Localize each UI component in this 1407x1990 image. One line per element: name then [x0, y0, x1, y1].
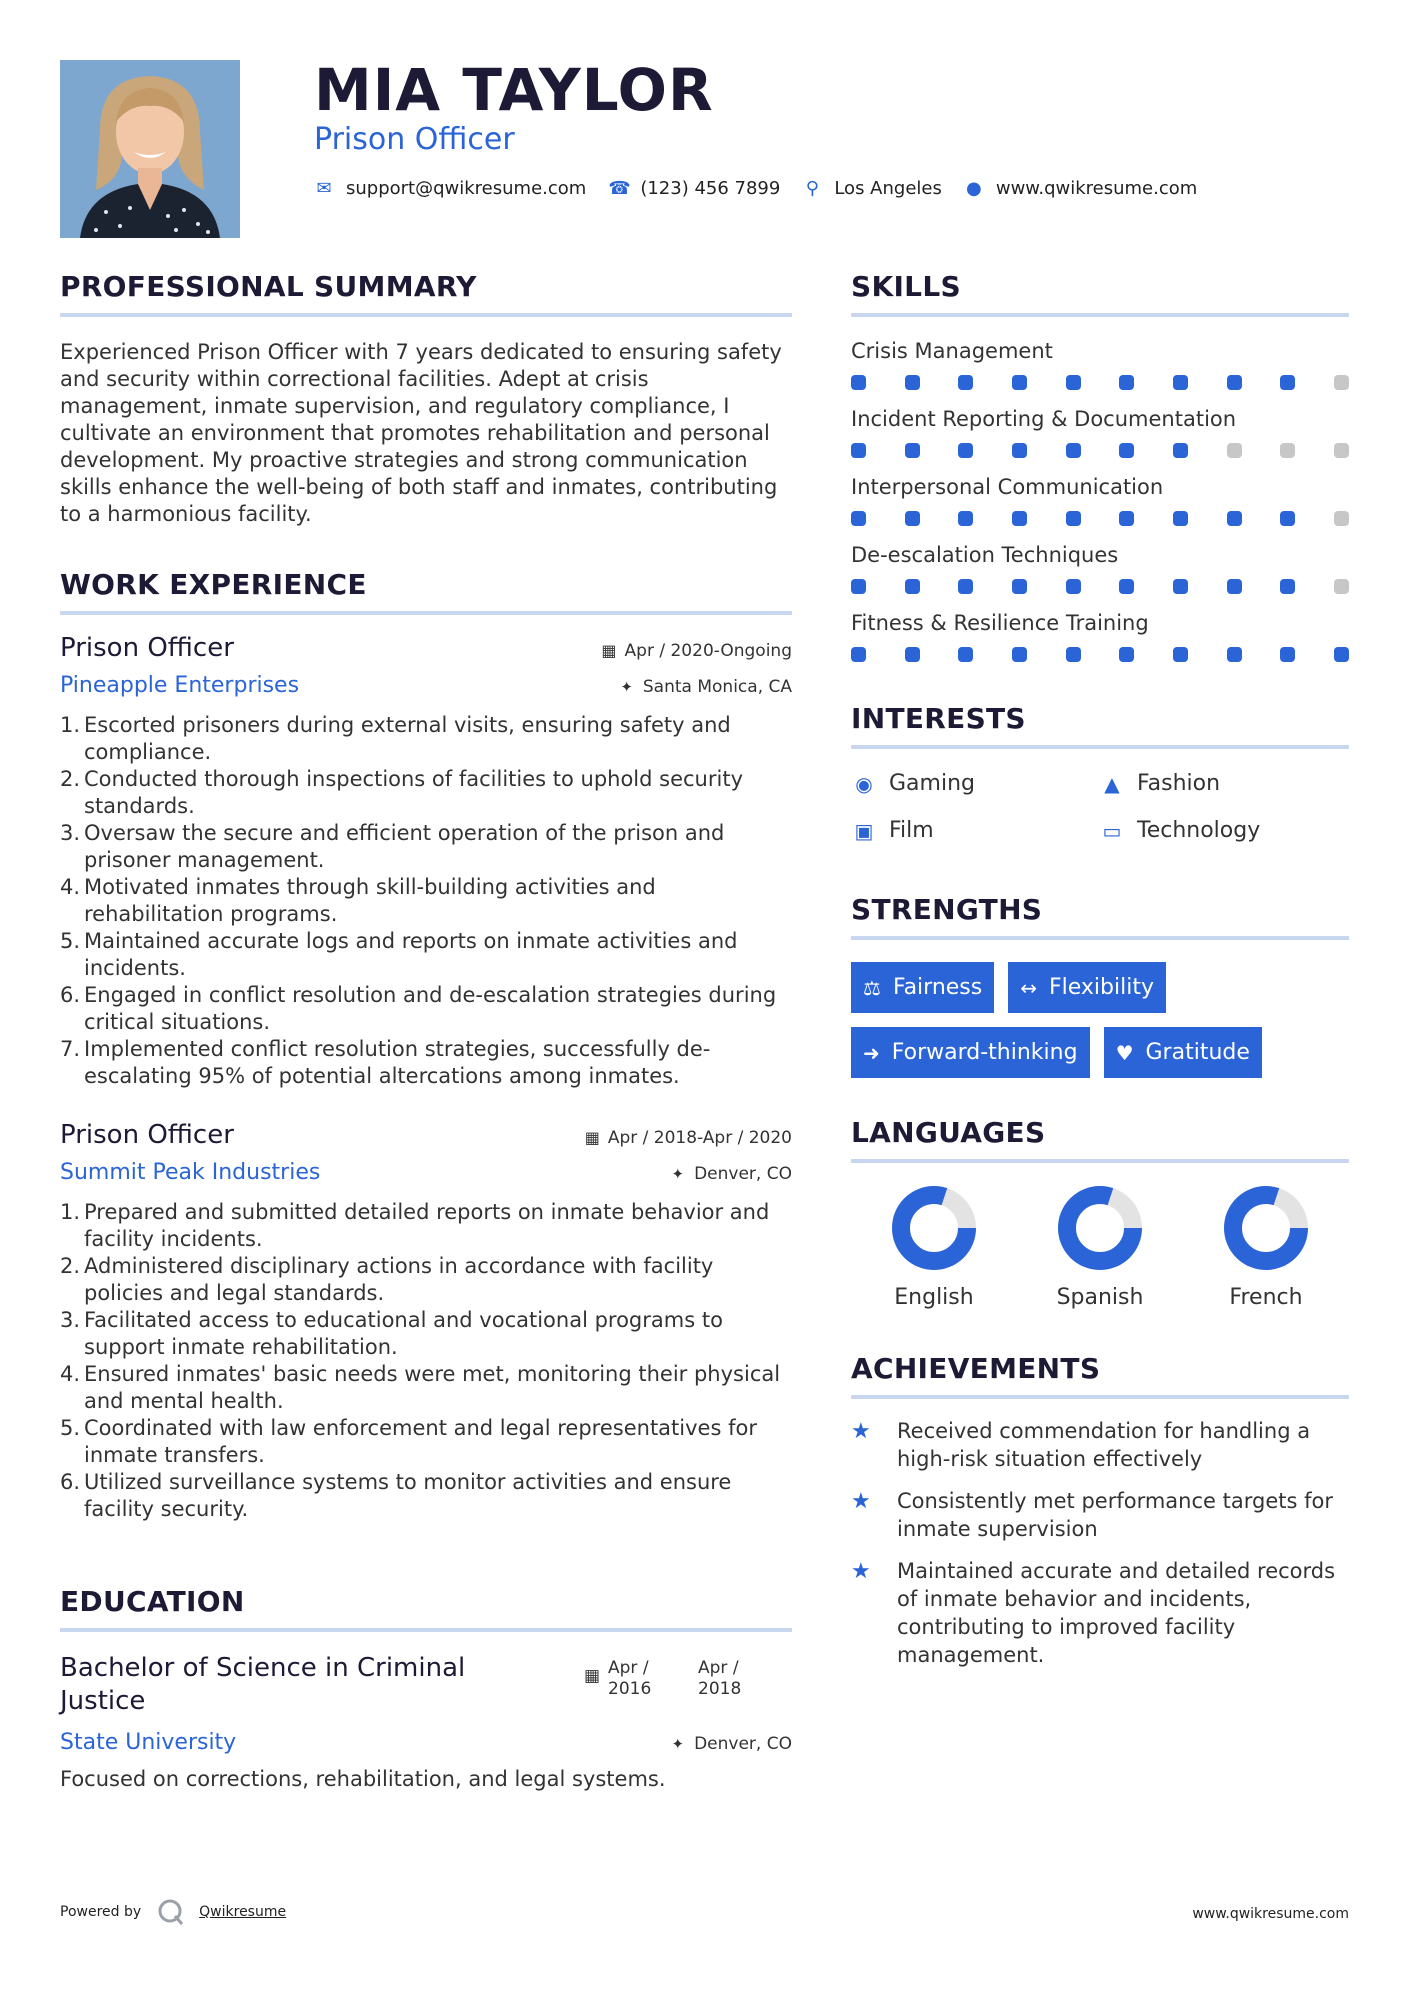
- rating-dot-filled: [1066, 647, 1081, 662]
- education-section: [60, 1585, 792, 1791]
- language-name: Spanish: [1056, 1285, 1144, 1310]
- job-bullet: [60, 820, 792, 874]
- languages-section: [851, 1116, 1349, 1310]
- skill-item: [851, 475, 1349, 526]
- skill-rating: [851, 511, 1349, 526]
- skills-heading: SKILLS: [851, 270, 1349, 317]
- interests-heading: INTERESTS: [851, 702, 1349, 749]
- star-icon: ★: [851, 1489, 871, 1514]
- interest-item: [851, 771, 1099, 796]
- skill-item: [851, 611, 1349, 662]
- job-bullet: [60, 928, 792, 982]
- contact-bar: [314, 178, 1219, 199]
- bullet-number: 4 .: [60, 1361, 78, 1415]
- interest-label: Film: [889, 818, 934, 843]
- rating-dot-filled: [958, 443, 973, 458]
- rating-dot-empty: [1334, 511, 1349, 526]
- rating-dot-filled: [1066, 579, 1081, 594]
- skill-name: Interpersonal Communication: [851, 475, 1164, 499]
- rating-dot-filled: [1173, 511, 1188, 526]
- languages-list: [851, 1185, 1349, 1310]
- contact-website-text: www.qwikresume.com: [995, 178, 1198, 199]
- bullet-text: Escorted prisoners during external visits, ensuring safety and compliance.: [84, 713, 731, 764]
- rating-dot-filled: [1227, 647, 1242, 662]
- strength-tag: [851, 1027, 1090, 1078]
- film-icon: ▣: [854, 818, 874, 843]
- rating-dot-filled: [1280, 647, 1295, 662]
- interest-label: Technology: [1137, 818, 1261, 843]
- bullet-text: Facilitated access to educational and vocational programs to support inmate rehabilitation.: [84, 1308, 723, 1359]
- interest-label: Fashion: [1137, 771, 1221, 796]
- footer-powered-by: [60, 1898, 286, 1926]
- arrows-horizontal-icon: ↔: [1020, 975, 1037, 1000]
- bullet-text: Coordinated with law enforcement and legal representatives for inmate transfers.: [84, 1416, 757, 1467]
- language-name: English: [894, 1285, 974, 1310]
- rating-dot-filled: [851, 511, 866, 526]
- strength-tag: [1008, 962, 1166, 1013]
- interest-label: Gaming: [889, 771, 975, 796]
- job-bullet: [60, 982, 792, 1036]
- skill-name: Crisis Management: [851, 339, 1053, 363]
- bullet-text: Maintained accurate logs and reports on inmate activities and incidents.: [84, 929, 738, 980]
- job-date: [601, 641, 792, 661]
- skill-name: De-escalation Techniques: [851, 543, 1119, 567]
- pushpin-icon: ✦: [620, 678, 633, 696]
- bullet-text: Motivated inmates through skill-building activities and rehabilitation programs.: [84, 875, 656, 926]
- job-bullets: [60, 712, 792, 1090]
- bullet-number: 3 .: [60, 820, 78, 874]
- job-company: Pineapple Enterprises: [60, 673, 300, 698]
- education-description: Focused on corrections, rehabilitation, and legal systems.: [60, 1767, 666, 1791]
- strength-label: Forward-thinking: [891, 1040, 1078, 1065]
- laptop-icon: ▭: [1102, 818, 1122, 843]
- bullet-text: Utilized surveillance systems to monitor activities and ensure facility security.: [84, 1470, 732, 1521]
- map-marker-icon: ⚲: [805, 178, 819, 199]
- education-location: [672, 1734, 792, 1754]
- skill-item: [851, 407, 1349, 458]
- strength-label: Flexibility: [1049, 975, 1154, 1000]
- gamepad-icon: ◉: [855, 771, 873, 796]
- skill-rating: [851, 647, 1349, 662]
- rating-dot-filled: [958, 579, 973, 594]
- rating-dot-filled: [905, 511, 920, 526]
- skills-list: [851, 339, 1349, 662]
- skills-section: [851, 270, 1349, 662]
- achievement-item: [851, 1417, 1349, 1473]
- rating-dot-filled: [905, 647, 920, 662]
- education-dates: [584, 1658, 756, 1718]
- envelope-icon: ✉: [316, 178, 332, 199]
- bullet-text: Prepared and submitted detailed reports on inmate behavior and facility incidents.: [84, 1200, 770, 1251]
- rating-dot-filled: [851, 443, 866, 458]
- skill-rating: [851, 443, 1349, 458]
- job-bullet: [60, 1307, 792, 1361]
- right-column: [851, 270, 1349, 1683]
- bullet-text: Administered disciplinary actions in accordance with facility policies and legal standards.: [84, 1254, 714, 1305]
- rating-dot-filled: [958, 375, 973, 390]
- bullet-text: Engaged in conflict resolution and de-escalation strategies during critical situations.: [84, 983, 777, 1034]
- skill-item: [851, 543, 1349, 594]
- interests-grid: [851, 771, 1349, 843]
- job-bullet: [60, 712, 792, 766]
- powered-by-label: Powered by: [60, 1904, 142, 1920]
- rating-dot-filled: [905, 375, 920, 390]
- bullet-text: Ensured inmates' basic needs were met, monitoring their physical and mental health.: [84, 1362, 781, 1413]
- job-bullet: [60, 1036, 792, 1090]
- qwikresume-logo-icon: [157, 1898, 185, 1926]
- strengths-heading: STRENGTHS: [851, 893, 1349, 940]
- rating-dot-empty: [1227, 443, 1242, 458]
- rating-dot-filled: [1119, 647, 1134, 662]
- star-icon: ★: [851, 1419, 871, 1444]
- achievement-text: Received commendation for handling a high-risk situation effectively: [897, 1419, 1311, 1471]
- bullet-number: 5 .: [60, 928, 78, 982]
- strengths-section: [851, 893, 1349, 1078]
- job-bullet: [60, 1469, 792, 1523]
- rating-dot-empty: [1280, 443, 1295, 458]
- summary-heading: PROFESSIONAL SUMMARY: [60, 270, 792, 317]
- rating-dot-filled: [1012, 647, 1027, 662]
- job-date-text: Apr / 2020-Ongoing: [624, 640, 792, 661]
- balance-scale-icon: ⚖: [863, 975, 881, 1000]
- skill-name: Fitness & Resilience Training: [851, 611, 1149, 635]
- calendar-icon: ▦: [584, 1128, 600, 1147]
- job-bullet: [60, 1361, 792, 1415]
- job-entry: [60, 633, 792, 1090]
- degree-title: Bachelor of Science in Criminal Justice: [60, 1653, 466, 1716]
- rating-dot-filled: [1119, 443, 1134, 458]
- bullet-text: Implemented conflict resolution strategies, successfully de-escalating 95% of potential altercations among inmates.: [84, 1037, 711, 1088]
- education-start: Apr / 2016: [608, 1658, 652, 1699]
- skill-item: [851, 339, 1349, 390]
- rating-dot-empty: [1334, 443, 1349, 458]
- rating-dot-filled: [1119, 511, 1134, 526]
- candidate-role: Prison Officer: [314, 122, 515, 157]
- rating-dot-filled: [958, 647, 973, 662]
- job-location: [620, 677, 792, 697]
- bullet-number: 1 .: [60, 712, 78, 766]
- language-proficiency-ring: [1057, 1185, 1143, 1271]
- skill-name: Incident Reporting & Documentation: [851, 407, 1237, 431]
- rating-dot-empty: [1334, 375, 1349, 390]
- contact-email-text: support@qwikresume.com: [346, 178, 587, 199]
- achievement-item: [851, 1557, 1349, 1669]
- interests-section: [851, 702, 1349, 843]
- portrait-illustration: [60, 60, 240, 238]
- job-bullet: [60, 1253, 792, 1307]
- rating-dot-filled: [1227, 375, 1242, 390]
- rating-dot-filled: [905, 579, 920, 594]
- arrow-right-icon: ➜: [863, 1040, 880, 1065]
- contact-email[interactable]: [314, 178, 586, 199]
- strength-tag: [851, 962, 994, 1013]
- bullet-number: 7 .: [60, 1036, 78, 1090]
- globe-icon: ●: [965, 178, 982, 199]
- brand-link[interactable]: Qwikresume: [199, 1904, 287, 1920]
- interest-item: [851, 818, 1099, 843]
- calendar-icon: ▦: [601, 641, 617, 660]
- achievement-item: [851, 1487, 1349, 1543]
- achievements-heading: ACHIEVEMENTS: [851, 1352, 1349, 1399]
- star-icon: ★: [851, 1559, 871, 1584]
- pushpin-icon: ✦: [671, 1165, 685, 1183]
- rating-dot-filled: [851, 647, 866, 662]
- achievement-text: Maintained accurate and detailed records of inmate behavior and incidents, contributing to improved facility management.: [897, 1559, 1336, 1667]
- job-bullets: [60, 1199, 792, 1523]
- profile-photo: [60, 60, 240, 238]
- rating-dot-filled: [1227, 511, 1242, 526]
- rating-dot-filled: [1119, 579, 1134, 594]
- summary-text: Experienced Prison Officer with 7 years dedicated to ensuring safety and security within correctional facilities. Adept at crisis management, inmate supervision, and regulatory compliance, I cultivate an environment that promotes rehabilitation and personal development. My proactive strategies and strong communication skills enhance the well-being of both staff and inmates, contributing to a harmonious facility.: [60, 340, 782, 526]
- rating-dot-filled: [1173, 443, 1188, 458]
- job-location-text: Santa Monica, CA: [642, 677, 792, 697]
- language-name: French: [1229, 1285, 1303, 1310]
- rating-dot-filled: [851, 375, 866, 390]
- contact-location: [802, 178, 942, 199]
- job-location: [672, 1164, 792, 1184]
- job-company: Summit Peak Industries: [60, 1160, 321, 1185]
- bullet-number: 4 .: [60, 874, 78, 928]
- job-location-text: Denver, CO: [694, 1164, 792, 1184]
- bullet-text: Conducted thorough inspections of facilities to uphold security standards.: [84, 767, 743, 818]
- strength-label: Gratitude: [1145, 1040, 1250, 1065]
- job-entry: [60, 1120, 792, 1523]
- language-proficiency-ring: [1223, 1185, 1309, 1271]
- bullet-text: Oversaw the secure and efficient operation of the prison and prisoner management.: [84, 821, 725, 872]
- job-bullet: [60, 766, 792, 820]
- bullet-number: 2 .: [60, 766, 78, 820]
- contact-phone-text: (123) 456 7899: [640, 178, 781, 199]
- rating-dot-filled: [1012, 511, 1027, 526]
- rating-dot-filled: [1012, 375, 1027, 390]
- experience-heading: WORK EXPERIENCE: [60, 568, 792, 615]
- summary-section: [60, 270, 792, 528]
- rating-dot-filled: [1173, 375, 1188, 390]
- strength-tags: [851, 962, 1349, 1078]
- bullet-number: 5 .: [60, 1415, 78, 1469]
- calendar-icon: ▦: [583, 1666, 600, 1686]
- languages-heading: LANGUAGES: [851, 1116, 1349, 1163]
- achievements-section: [851, 1352, 1349, 1669]
- rating-dot-filled: [1119, 375, 1134, 390]
- rating-dot-filled: [1280, 375, 1295, 390]
- interest-item: [1099, 771, 1349, 796]
- job-bullet: [60, 1415, 792, 1469]
- left-column: [60, 270, 792, 1791]
- job-date-text: Apr / 2018-Apr / 2020: [607, 1127, 792, 1148]
- rating-dot-empty: [1334, 579, 1349, 594]
- rating-dot-filled: [1066, 511, 1081, 526]
- job-bullet: [60, 1199, 792, 1253]
- job-date: [585, 1128, 792, 1148]
- rating-dot-filled: [958, 511, 973, 526]
- strength-label: Fairness: [892, 975, 983, 1000]
- phone-icon: ☎: [608, 178, 631, 199]
- rating-dot-filled: [851, 579, 866, 594]
- strength-tag: [1104, 1027, 1262, 1078]
- language-item: [1017, 1185, 1183, 1310]
- bullet-number: 2 .: [60, 1253, 78, 1307]
- rating-dot-filled: [1012, 579, 1027, 594]
- education-end: Apr / 2018: [698, 1658, 742, 1699]
- job-title: Prison Officer: [60, 633, 234, 663]
- job-bullet: [60, 874, 792, 928]
- interest-item: [1099, 818, 1349, 843]
- education-location-text: Denver, CO: [694, 1734, 792, 1754]
- language-proficiency-ring: [891, 1185, 977, 1271]
- achievement-text: Consistently met performance targets for inmate supervision: [897, 1489, 1333, 1541]
- footer-url[interactable]: www.qwikresume.com: [1192, 1906, 1349, 1922]
- pushpin-icon: ✦: [671, 1735, 685, 1753]
- job-title: Prison Officer: [60, 1120, 234, 1150]
- rating-dot-filled: [1173, 579, 1188, 594]
- contact-website[interactable]: [964, 178, 1197, 199]
- skill-rating: [851, 579, 1349, 594]
- heart-icon: ♥: [1115, 1040, 1134, 1065]
- contact-location-text: Los Angeles: [834, 178, 942, 199]
- language-item: [1183, 1185, 1349, 1310]
- education-heading: EDUCATION: [60, 1585, 792, 1632]
- rating-dot-filled: [1227, 579, 1242, 594]
- rating-dot-filled: [1280, 511, 1295, 526]
- contact-phone[interactable]: [608, 178, 780, 199]
- rating-dot-filled: [1066, 443, 1081, 458]
- rating-dot-filled: [1012, 443, 1027, 458]
- shopping-bag-icon: ▲: [1104, 771, 1120, 796]
- rating-dot-filled: [1280, 579, 1295, 594]
- bullet-number: 6 .: [60, 1469, 78, 1523]
- bullet-number: 3 .: [60, 1307, 78, 1361]
- candidate-name: MIA TAYLOR: [314, 56, 714, 124]
- school-name: State University: [60, 1730, 237, 1755]
- bullet-number: 1 .: [60, 1199, 78, 1253]
- skill-rating: [851, 375, 1349, 390]
- bullet-number: 6 .: [60, 982, 78, 1036]
- rating-dot-filled: [1173, 647, 1188, 662]
- experience-section: [60, 568, 792, 1523]
- language-item: [851, 1185, 1017, 1310]
- rating-dot-filled: [1066, 375, 1081, 390]
- rating-dot-filled: [905, 443, 920, 458]
- rating-dot-filled: [1334, 647, 1349, 662]
